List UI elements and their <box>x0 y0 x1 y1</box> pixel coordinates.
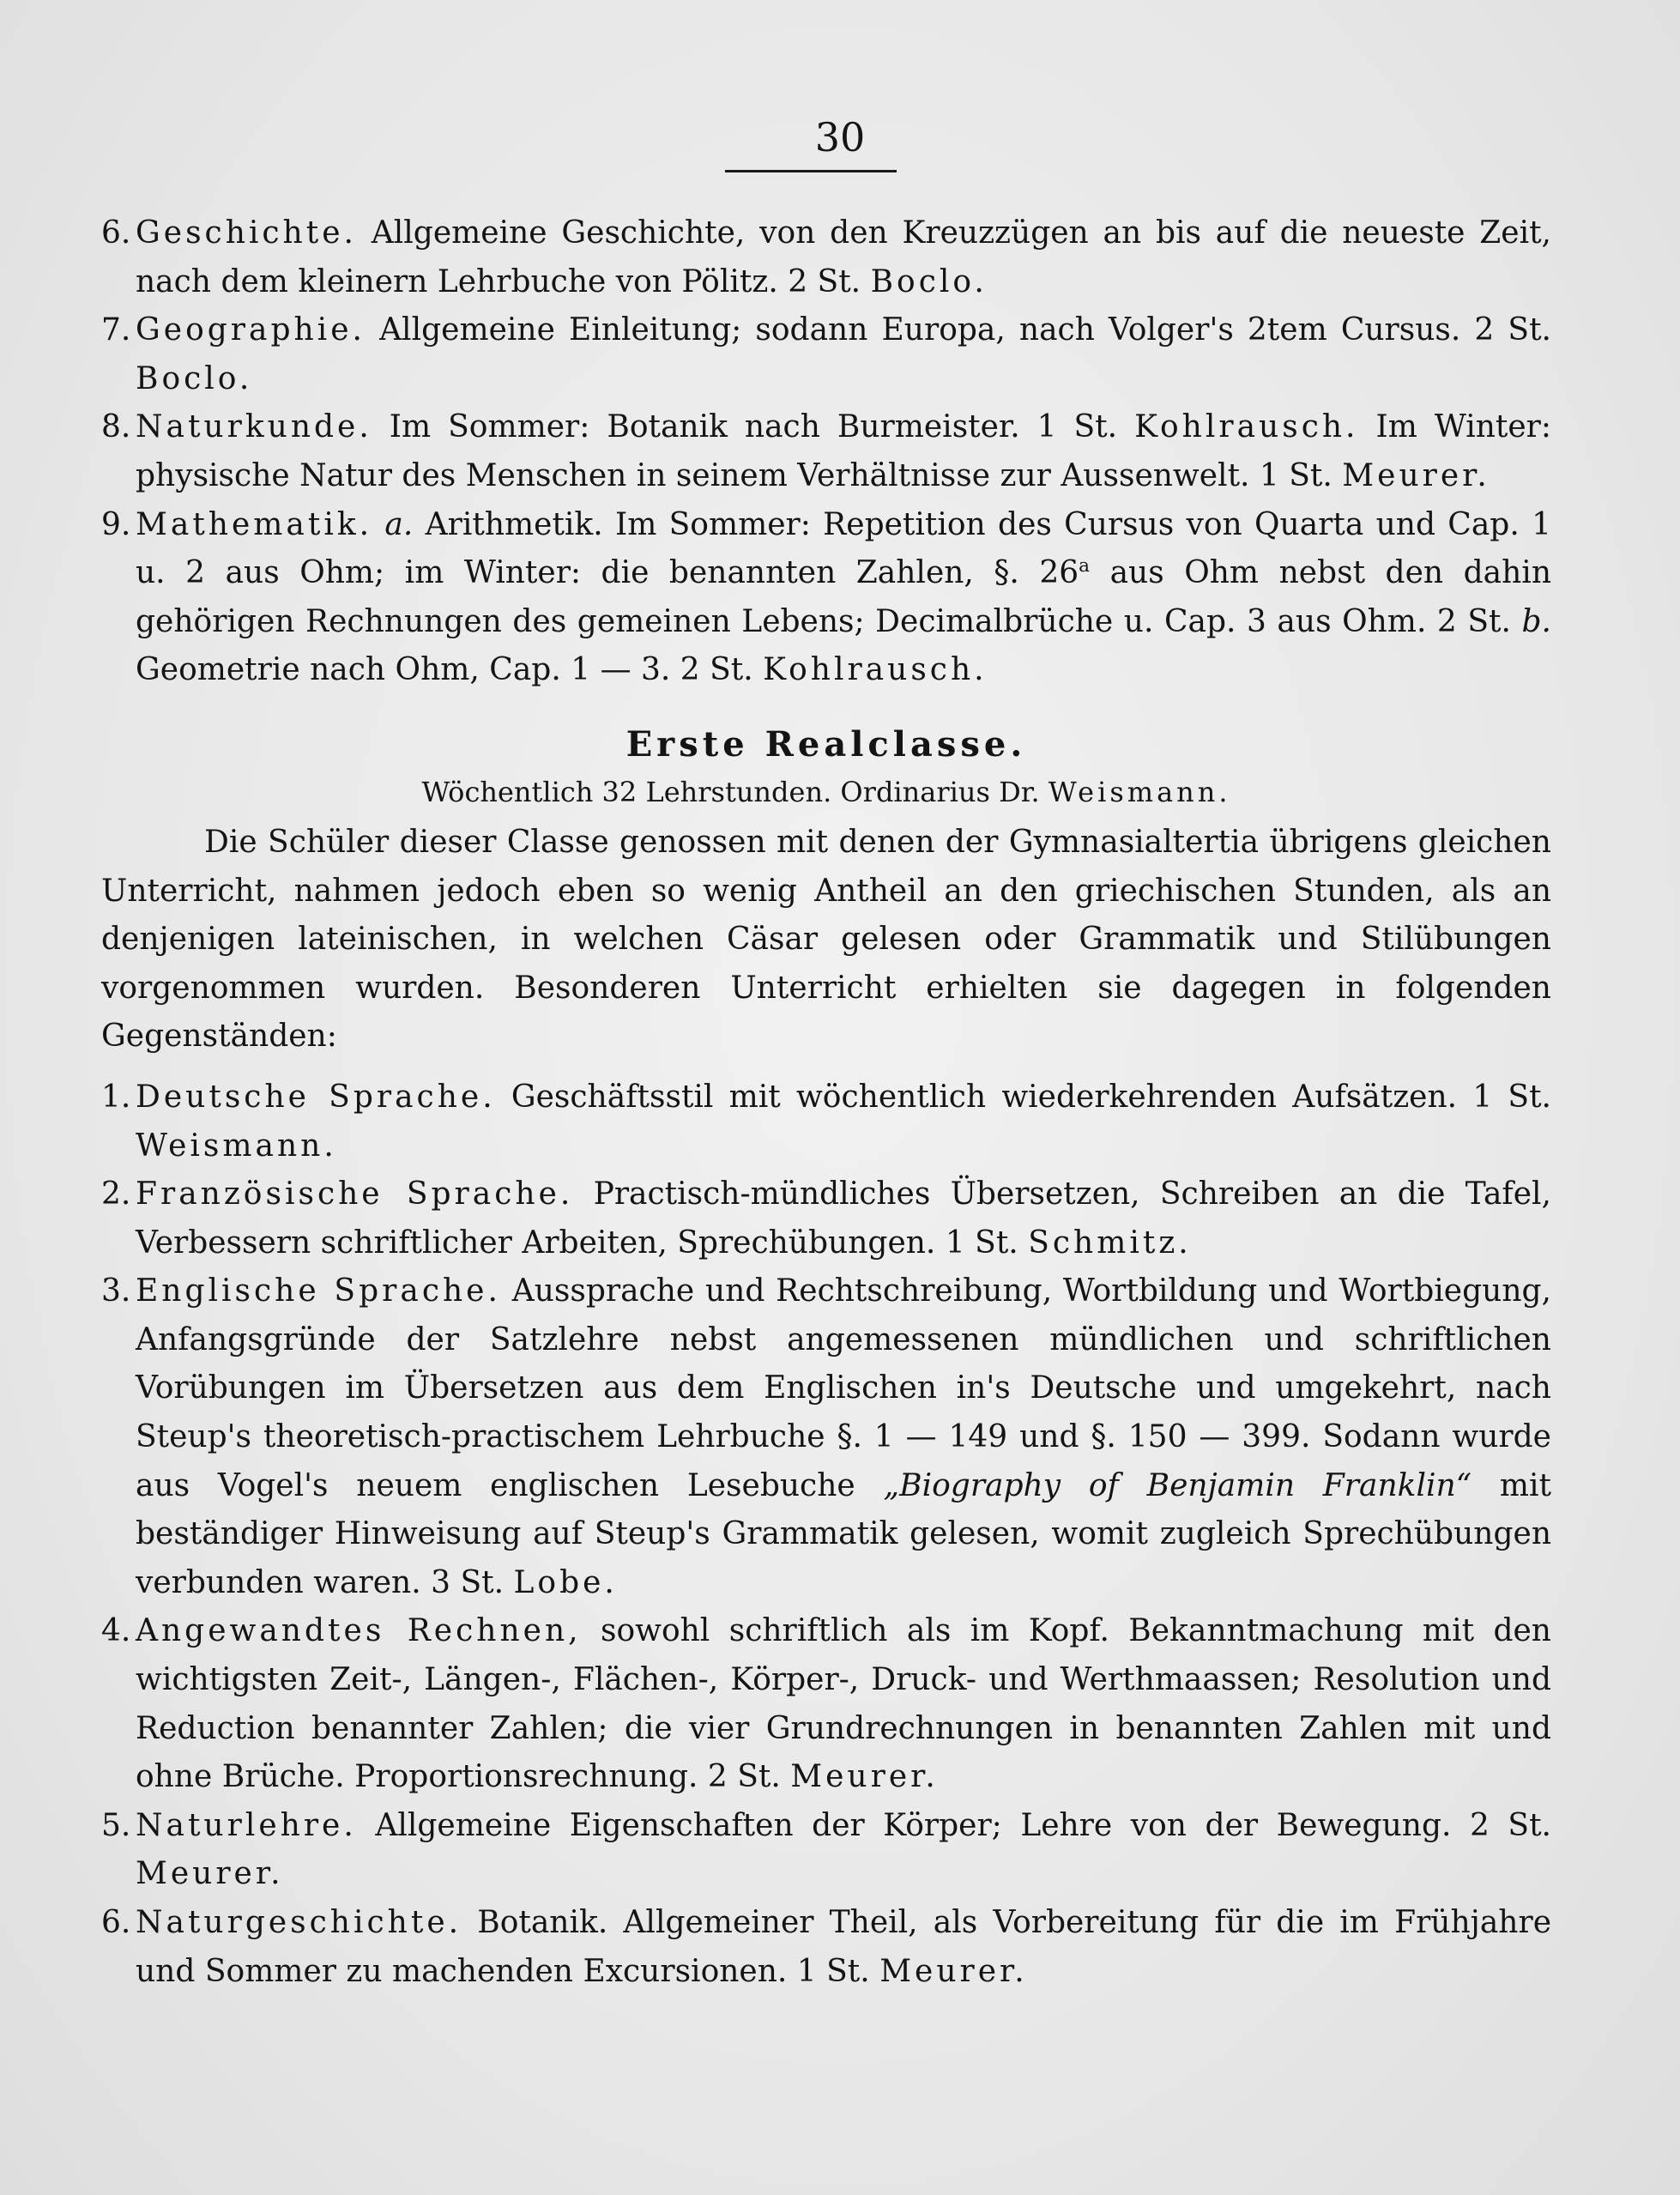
item-text-2: mit beständiger Hinweisung auf Steup's Grammatik gelesen, womit zugleich Sprechübungen verbunden waren. 3 St. <box>136 1467 1551 1600</box>
entry-part-b-label: b. <box>1521 603 1551 639</box>
entry-teacher-2: Meurer. <box>1342 457 1490 493</box>
header-rule <box>725 170 897 172</box>
page-body <box>101 209 1551 1996</box>
item-subject: Angewandtes Rechnen, <box>136 1613 582 1649</box>
entry-subject: Naturkunde. <box>136 409 372 445</box>
section-subtitle-text: Wöchentlich 32 Lehrstunden. Ordinarius Dr. <box>421 775 1040 808</box>
item-book-title: „Biography of Benjamin Franklin“ <box>883 1467 1472 1503</box>
item-subject: Naturlehre. <box>136 1807 357 1843</box>
entry-geschichte <box>101 209 1551 306</box>
item-teacher: Lobe. <box>513 1564 618 1600</box>
section-title: Erste Realclasse. <box>625 723 1027 765</box>
entry-teacher: Kohlrausch. <box>1134 409 1359 445</box>
item-text: Aussprache und Rechtschreibung, Wortbildung und Wortbiegung, Anfangsgründe der Satzlehre nebst angemessenen mündlichen und schriftlichen Vorübungen im Übersetzen aus dem Englischen in's Deutsche und umgekehrt, nach Steup's theoretisch-practischem Lehrbuche §. 1 — 149 und §. 150 — 399. Sodann wurde aus Vogel's neuem englischen Lesebuche <box>136 1273 1551 1503</box>
entry-teacher: Kohlrausch. <box>763 652 988 688</box>
entry-text: Allgemeine Geschichte, von den Kreuzzügen an bis auf die neueste Zeit, nach dem kleinern Lehrbuche von Pölitz. 2 St. <box>136 215 1551 299</box>
entry-subject: Geographie. <box>136 312 366 348</box>
item-text: Allgemeine Eigenschaften der Körper; Lehre von der Bewegung. 2 St. <box>375 1807 1552 1843</box>
entry-number: 8. <box>101 409 131 445</box>
entry-text: Arithmetik. Im Sommer: Repetition des Cursus von Quarta und Cap. 1 u. 2 aus Ohm; im Winter: die benannten Zahlen, §. 26 <box>136 506 1551 591</box>
entry-number: 6. <box>101 215 131 251</box>
item-angewandtes-rechnen <box>101 1607 1551 1801</box>
item-subject: Deutsche Sprache. <box>136 1079 496 1115</box>
item-teacher: Meurer. <box>879 1953 1028 1989</box>
item-text: Botanik. Allgemeiner Theil, als Vorbereitung für die im Frühjahre und Sommer zu machenden Excursionen. 1 St. <box>136 1905 1551 1989</box>
entry-number: 7. <box>101 312 131 348</box>
entry-geographie <box>101 306 1551 403</box>
entry-teacher: Boclo. <box>136 360 253 396</box>
item-number: 1. <box>101 1079 131 1115</box>
entry-text-b: aus Ohm nebst den dahin gehörigen Rechnungen des gemeinen Lebens; Decimalbrüche u. Cap. 3 aus Ohm. 2 St. <box>136 555 1552 639</box>
section-ordinarius: Weismann. <box>1048 775 1231 808</box>
entry-mathematik <box>101 501 1551 695</box>
entry-subject: Geschichte. <box>136 215 357 251</box>
entry-teacher: Boclo. <box>870 263 988 299</box>
item-number: 4. <box>101 1613 131 1649</box>
item-naturlehre <box>101 1802 1551 1899</box>
item-teacher: Meurer. <box>136 1856 284 1892</box>
item-deutsche-sprache <box>101 1073 1551 1170</box>
item-teacher: Meurer. <box>790 1759 939 1795</box>
item-number: 3. <box>101 1273 131 1309</box>
item-naturgeschichte <box>101 1899 1551 1996</box>
entry-subject: Mathematik. <box>136 506 373 542</box>
item-number: 2. <box>101 1176 131 1212</box>
item-subject: Französische Sprache. <box>136 1176 574 1212</box>
entry-text: Allgemeine Einleitung; sodann Europa, nach Volger's 2tem Cursus. 2 St. <box>379 312 1551 348</box>
section-subtitle <box>101 771 1551 813</box>
entry-text: Im Sommer: Botanik nach Burmeister. 1 St. <box>389 409 1118 445</box>
entry-superscript: a <box>1079 555 1091 577</box>
item-subject: Naturgeschichte. <box>136 1905 462 1940</box>
item-franzoesische-sprache <box>101 1170 1551 1267</box>
entry-number: 9. <box>101 506 131 542</box>
spacer <box>101 1061 1551 1073</box>
item-subject: Englische Sprache. <box>136 1273 501 1309</box>
item-text: Practisch-mündliches Übersetzen, Schreiben an die Tafel, Verbessern schriftlicher Arbeiten, Sprechübungen. 1 St. <box>136 1176 1551 1261</box>
entry-text-2: Geometrie nach Ohm, Cap. 1 — 3. 2 St. <box>136 652 753 688</box>
item-englische-sprache <box>101 1267 1551 1607</box>
item-teacher: Weismann. <box>136 1128 337 1164</box>
page-number: 30 <box>814 114 866 160</box>
item-text: Geschäftsstil mit wöchentlich wiederkehrenden Aufsätzen. 1 St. <box>511 1079 1551 1115</box>
entry-text-2: Im Winter: physische Natur des Menschen in seinem Verhältnisse zur Aussenwelt. 1 St. <box>136 409 1551 493</box>
section-intro: Die Schüler dieser Classe genossen mit denen der Gymnasialtertia übrigens gleichen Unterricht, nahmen jedoch eben so wenig Antheil an den griechischen Stunden, als an denjenigen lateinischen, in welchen Cäsar gelesen oder Grammatik und Stilübungen vorgenommen wurden. Besonderen Unterricht erhielten sie dagegen in folgenden Gegenständen: <box>101 824 1551 1055</box>
item-number: 6. <box>101 1905 131 1940</box>
item-text: sowohl schriftlich als im Kopf. Bekanntmachung mit den wichtigsten Zeit-, Längen-, Flächen-, Körper-, Druck- und Werthmaassen; Resolution und Reduction benannter Zahlen; die vier Grundrechnungen in benannten Zahlen mit und ohne Brüche. Proportionsrechnung. 2 St. <box>136 1613 1551 1795</box>
item-number: 5. <box>101 1807 131 1843</box>
entry-part-a-label: a. <box>384 506 414 542</box>
entry-naturkunde <box>101 403 1551 500</box>
item-teacher: Schmitz. <box>1028 1224 1192 1261</box>
